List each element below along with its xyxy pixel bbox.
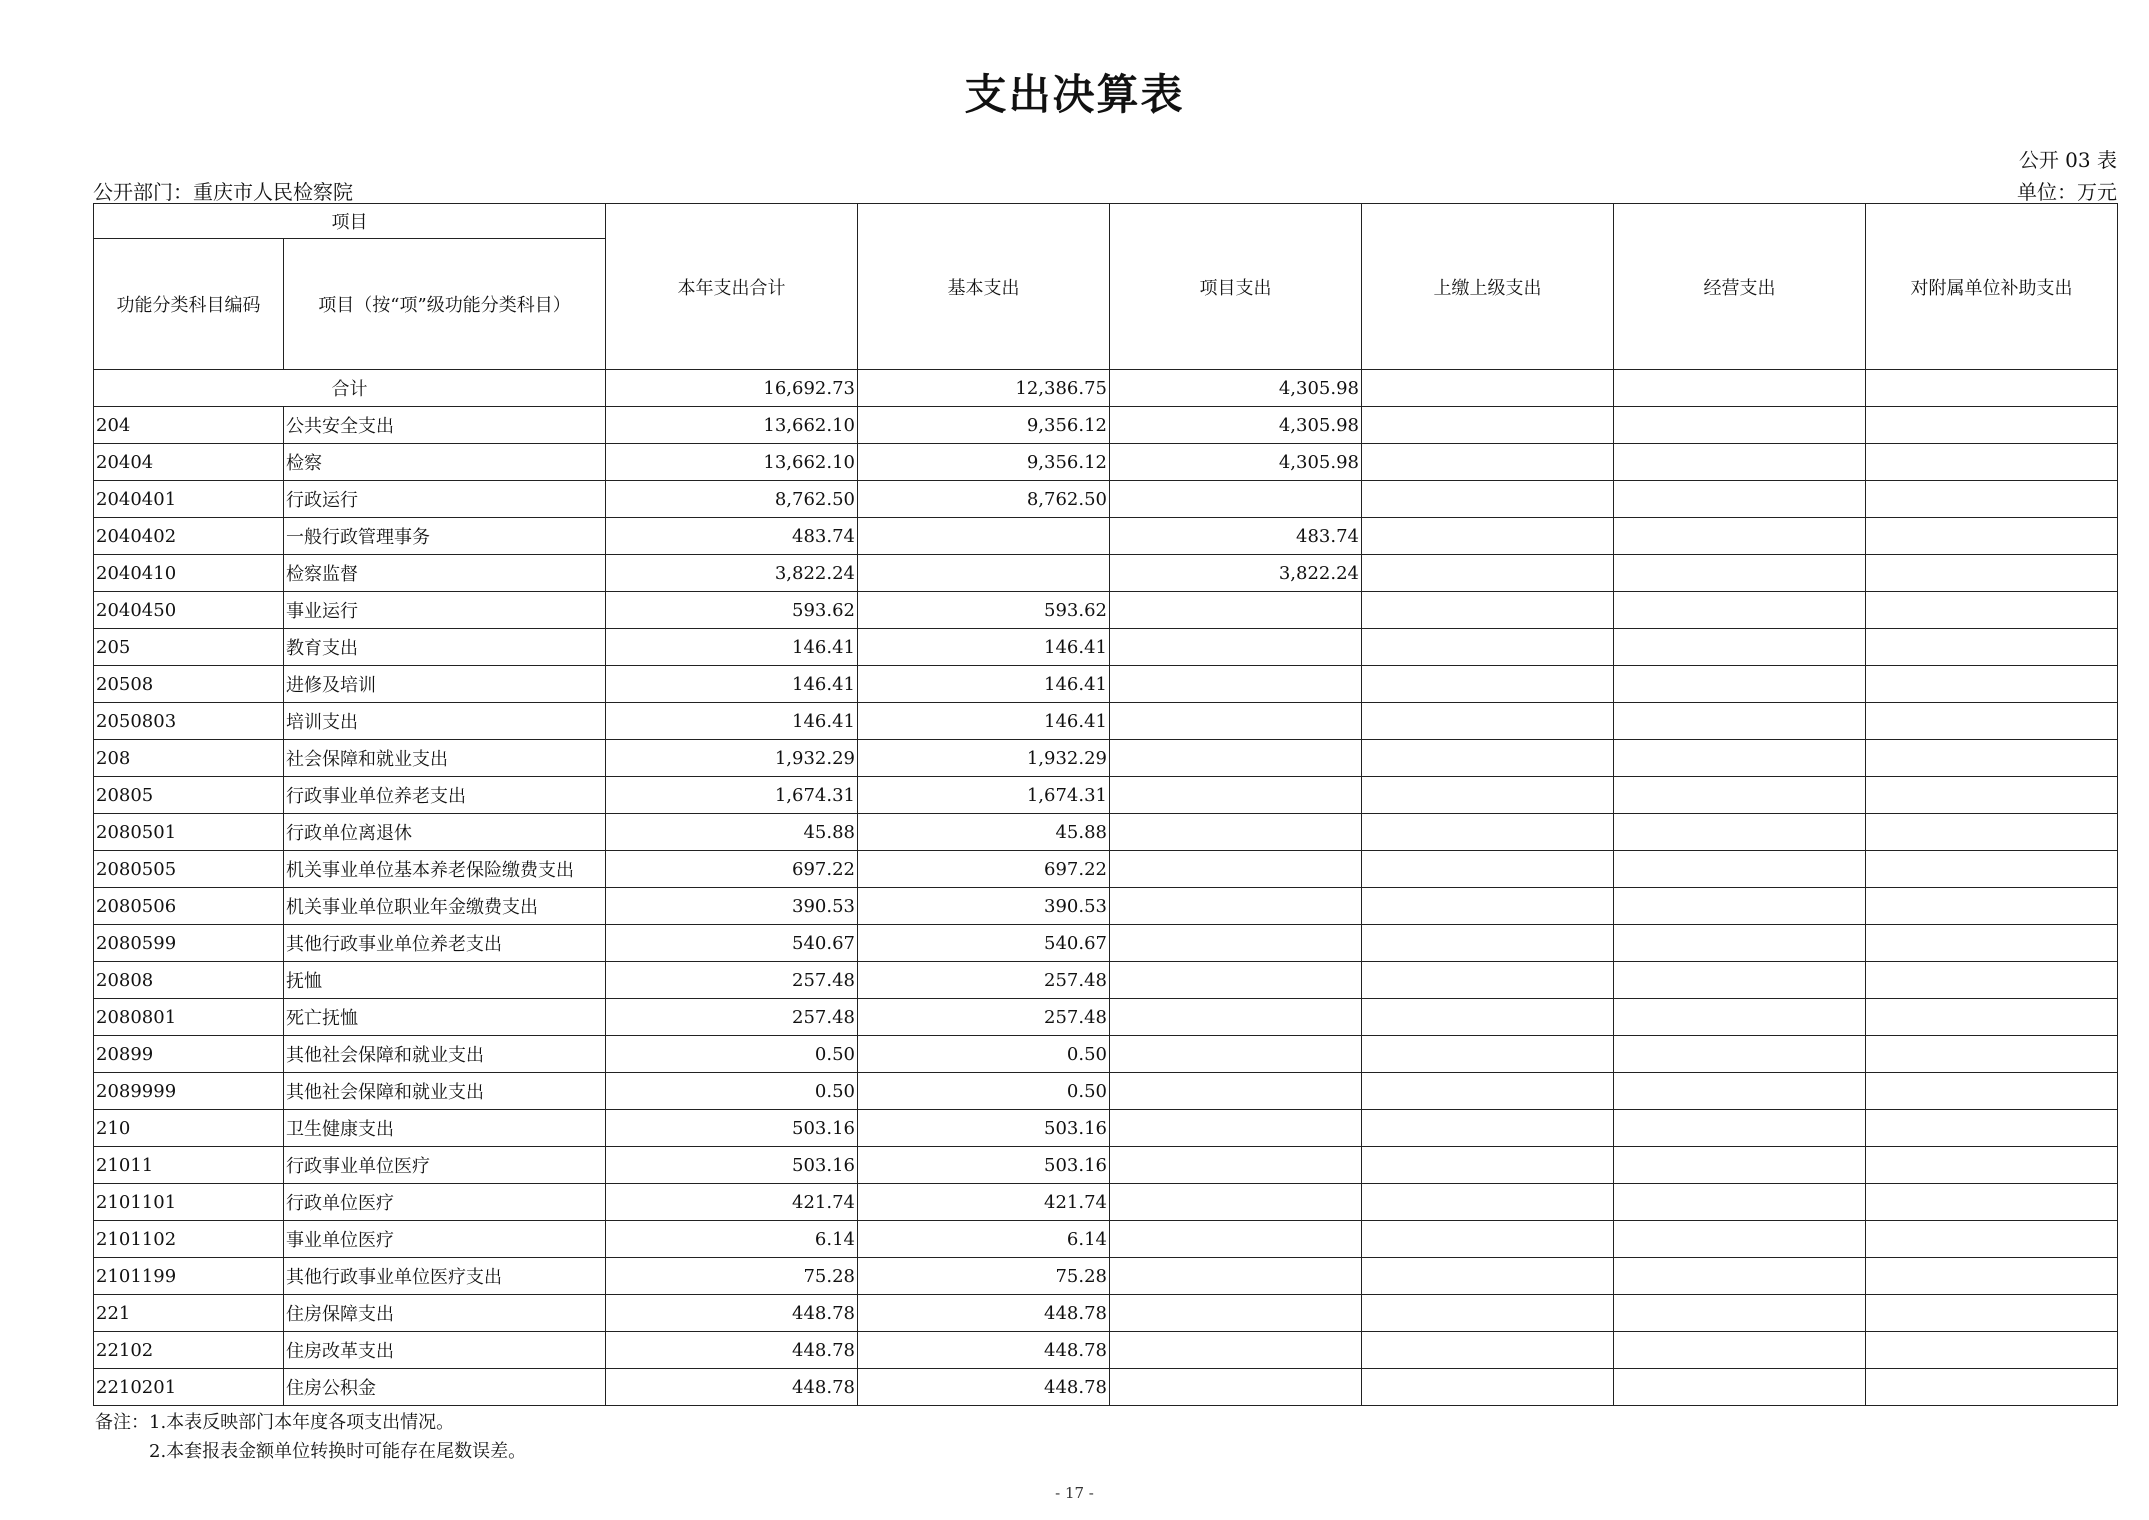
cell-name: 死亡抚恤 — [284, 999, 606, 1036]
cell-project — [1110, 481, 1362, 518]
cell-code: 2040401 — [94, 481, 284, 518]
cell-empty — [1866, 1073, 2118, 1110]
cell-empty — [1866, 925, 2118, 962]
table-row — [94, 851, 2118, 888]
cell-basic: 448.78 — [858, 1332, 1110, 1369]
cell-project — [1110, 1295, 1362, 1332]
cell-empty — [1614, 407, 1866, 444]
cell-basic: 390.53 — [858, 888, 1110, 925]
cell-empty — [1362, 1258, 1614, 1295]
total-row-label: 合计 — [94, 370, 606, 407]
table-row — [94, 1036, 2118, 1073]
total-row-business — [1614, 370, 1866, 407]
cell-code: 204 — [94, 407, 284, 444]
cell-name: 公共安全支出 — [284, 407, 606, 444]
cell-project — [1110, 629, 1362, 666]
cell-code: 221 — [94, 1295, 284, 1332]
cell-project — [1110, 703, 1362, 740]
cell-empty — [1362, 1036, 1614, 1073]
cell-empty — [1362, 1295, 1614, 1332]
total-row-basic: 12,386.75 — [858, 370, 1110, 407]
table-row — [94, 999, 2118, 1036]
cell-basic — [858, 555, 1110, 592]
cell-empty — [1866, 814, 2118, 851]
total-row-project: 4,305.98 — [1110, 370, 1362, 407]
cell-basic: 697.22 — [858, 851, 1110, 888]
cell-empty — [1362, 481, 1614, 518]
table-row — [94, 1110, 2118, 1147]
cell-empty — [1362, 740, 1614, 777]
notes — [95, 1408, 526, 1466]
cell-code: 2040402 — [94, 518, 284, 555]
cell-total: 146.41 — [606, 629, 858, 666]
cell-empty — [1362, 999, 1614, 1036]
cell-name: 卫生健康支出 — [284, 1110, 606, 1147]
cell-total: 13,662.10 — [606, 444, 858, 481]
page-title: 支出决算表 — [964, 70, 1185, 119]
cell-total: 448.78 — [606, 1369, 858, 1406]
cell-total: 448.78 — [606, 1332, 858, 1369]
cell-empty — [1866, 999, 2118, 1036]
cell-name: 其他行政事业单位养老支出 — [284, 925, 606, 962]
header-name: 项目（按“项”级功能分类科目） — [284, 239, 606, 370]
cell-total: 0.50 — [606, 1036, 858, 1073]
table-row — [94, 1332, 2118, 1369]
total-row-superior — [1362, 370, 1614, 407]
cell-empty — [1614, 1036, 1866, 1073]
cell-empty — [1866, 592, 2118, 629]
table-row — [94, 888, 2118, 925]
cell-basic: 503.16 — [858, 1110, 1110, 1147]
cell-empty — [1614, 1332, 1866, 1369]
cell-code: 2089999 — [94, 1073, 284, 1110]
cell-empty — [1614, 518, 1866, 555]
cell-code: 2080801 — [94, 999, 284, 1036]
cell-empty — [1614, 851, 1866, 888]
cell-total: 421.74 — [606, 1184, 858, 1221]
table-row — [94, 1369, 2118, 1406]
cell-name: 教育支出 — [284, 629, 606, 666]
cell-empty — [1614, 444, 1866, 481]
header-subsidy: 对附属单位补助支出 — [1866, 204, 2118, 370]
cell-code: 20404 — [94, 444, 284, 481]
cell-empty — [1614, 629, 1866, 666]
cell-basic: 448.78 — [858, 1369, 1110, 1406]
cell-code: 2101199 — [94, 1258, 284, 1295]
cell-empty — [1362, 1147, 1614, 1184]
cell-project — [1110, 666, 1362, 703]
cell-code: 2040410 — [94, 555, 284, 592]
cell-empty — [1866, 1147, 2118, 1184]
cell-code: 21011 — [94, 1147, 284, 1184]
cell-empty — [1614, 925, 1866, 962]
cell-project — [1110, 888, 1362, 925]
cell-project: 3,822.24 — [1110, 555, 1362, 592]
cell-project — [1110, 1332, 1362, 1369]
cell-basic: 9,356.12 — [858, 407, 1110, 444]
table-row — [94, 555, 2118, 592]
table-row — [94, 1073, 2118, 1110]
cell-name: 进修及培训 — [284, 666, 606, 703]
cell-basic: 6.14 — [858, 1221, 1110, 1258]
cell-total: 146.41 — [606, 666, 858, 703]
cell-empty — [1362, 407, 1614, 444]
cell-total: 75.28 — [606, 1258, 858, 1295]
cell-total: 45.88 — [606, 814, 858, 851]
cell-name: 一般行政管理事务 — [284, 518, 606, 555]
cell-project — [1110, 777, 1362, 814]
cell-empty — [1866, 851, 2118, 888]
cell-name: 住房保障支出 — [284, 1295, 606, 1332]
cell-project — [1110, 1369, 1362, 1406]
table-row — [94, 1221, 2118, 1258]
cell-total: 390.53 — [606, 888, 858, 925]
cell-total: 6.14 — [606, 1221, 858, 1258]
table-row — [94, 962, 2118, 999]
cell-total: 697.22 — [606, 851, 858, 888]
cell-empty — [1866, 703, 2118, 740]
table-row — [94, 518, 2118, 555]
cell-total: 1,674.31 — [606, 777, 858, 814]
cell-empty — [1866, 1221, 2118, 1258]
cell-basic: 257.48 — [858, 999, 1110, 1036]
table-row — [94, 740, 2118, 777]
table-row — [94, 629, 2118, 666]
cell-total: 503.16 — [606, 1147, 858, 1184]
cell-name: 行政单位医疗 — [284, 1184, 606, 1221]
cell-basic: 8,762.50 — [858, 481, 1110, 518]
cell-project: 4,305.98 — [1110, 407, 1362, 444]
cell-empty — [1362, 592, 1614, 629]
department-label: 公开部门： — [93, 180, 193, 204]
table-number: 公开 03 表 — [2018, 148, 2117, 172]
cell-name: 行政单位离退休 — [284, 814, 606, 851]
cell-empty — [1614, 962, 1866, 999]
cell-total: 13,662.10 — [606, 407, 858, 444]
cell-empty — [1362, 1221, 1614, 1258]
cell-code: 2101101 — [94, 1184, 284, 1221]
cell-project — [1110, 1258, 1362, 1295]
cell-basic: 257.48 — [858, 962, 1110, 999]
cell-empty — [1362, 666, 1614, 703]
cell-empty — [1362, 1369, 1614, 1406]
cell-empty — [1866, 1036, 2118, 1073]
cell-name: 事业运行 — [284, 592, 606, 629]
cell-project — [1110, 1221, 1362, 1258]
cell-total: 8,762.50 — [606, 481, 858, 518]
cell-project — [1110, 962, 1362, 999]
header-item-group: 项目 — [94, 204, 606, 239]
cell-empty — [1866, 740, 2118, 777]
header-business: 经营支出 — [1614, 204, 1866, 370]
cell-name: 住房公积金 — [284, 1369, 606, 1406]
cell-project: 4,305.98 — [1110, 444, 1362, 481]
cell-empty — [1614, 814, 1866, 851]
cell-empty — [1362, 1332, 1614, 1369]
cell-empty — [1614, 1147, 1866, 1184]
cell-empty — [1614, 777, 1866, 814]
cell-empty — [1866, 1332, 2118, 1369]
cell-empty — [1362, 518, 1614, 555]
table-row — [94, 1258, 2118, 1295]
department-line — [93, 176, 353, 205]
cell-empty — [1362, 851, 1614, 888]
cell-empty — [1866, 777, 2118, 814]
cell-basic: 45.88 — [858, 814, 1110, 851]
cell-project: 483.74 — [1110, 518, 1362, 555]
cell-empty — [1866, 444, 2118, 481]
page-number: - 17 - — [1055, 1484, 1094, 1502]
cell-basic: 1,932.29 — [858, 740, 1110, 777]
cell-basic: 146.41 — [858, 666, 1110, 703]
cell-basic — [858, 518, 1110, 555]
cell-empty — [1866, 1295, 2118, 1332]
cell-project — [1110, 851, 1362, 888]
table-row — [94, 814, 2118, 851]
cell-code: 20899 — [94, 1036, 284, 1073]
cell-empty — [1614, 666, 1866, 703]
cell-empty — [1614, 1221, 1866, 1258]
cell-project — [1110, 1073, 1362, 1110]
cell-empty — [1362, 444, 1614, 481]
table-row — [94, 592, 2118, 629]
cell-name: 机关事业单位基本养老保险缴费支出 — [284, 851, 606, 888]
cell-total: 0.50 — [606, 1073, 858, 1110]
cell-empty — [1614, 1184, 1866, 1221]
cell-empty — [1614, 740, 1866, 777]
cell-empty — [1614, 592, 1866, 629]
cell-code: 20508 — [94, 666, 284, 703]
cell-project — [1110, 925, 1362, 962]
cell-code: 2080599 — [94, 925, 284, 962]
cell-name: 检察监督 — [284, 555, 606, 592]
cell-code: 20808 — [94, 962, 284, 999]
cell-empty — [1614, 1258, 1866, 1295]
cell-name: 社会保障和就业支出 — [284, 740, 606, 777]
cell-name: 事业单位医疗 — [284, 1221, 606, 1258]
cell-project — [1110, 1147, 1362, 1184]
cell-empty — [1866, 1110, 2118, 1147]
cell-basic: 146.41 — [858, 703, 1110, 740]
cell-empty — [1866, 888, 2118, 925]
cell-empty — [1614, 1073, 1866, 1110]
header-project: 项目支出 — [1110, 204, 1362, 370]
cell-name: 机关事业单位职业年金缴费支出 — [284, 888, 606, 925]
cell-empty — [1866, 1258, 2118, 1295]
cell-project — [1110, 1110, 1362, 1147]
note-1: 备注：1.本表反映部门本年度各项支出情况。 — [95, 1412, 455, 1433]
cell-basic: 0.50 — [858, 1036, 1110, 1073]
table-row — [94, 1147, 2118, 1184]
cell-basic: 0.50 — [858, 1073, 1110, 1110]
cell-empty — [1614, 481, 1866, 518]
cell-name: 行政事业单位养老支出 — [284, 777, 606, 814]
total-row — [94, 370, 2118, 407]
table-row — [94, 666, 2118, 703]
cell-empty — [1614, 888, 1866, 925]
table-row — [94, 1184, 2118, 1221]
cell-project — [1110, 999, 1362, 1036]
cell-empty — [1614, 703, 1866, 740]
cell-project — [1110, 592, 1362, 629]
cell-basic: 421.74 — [858, 1184, 1110, 1221]
cell-empty — [1362, 555, 1614, 592]
cell-name: 住房改革支出 — [284, 1332, 606, 1369]
cell-name: 抚恤 — [284, 962, 606, 999]
table-row — [94, 444, 2118, 481]
cell-total: 593.62 — [606, 592, 858, 629]
cell-empty — [1362, 1184, 1614, 1221]
cell-name: 其他社会保障和就业支出 — [284, 1036, 606, 1073]
table-row — [94, 703, 2118, 740]
cell-code: 2050803 — [94, 703, 284, 740]
cell-basic: 503.16 — [858, 1147, 1110, 1184]
cell-project — [1110, 1184, 1362, 1221]
cell-empty — [1614, 1110, 1866, 1147]
cell-name: 其他社会保障和就业支出 — [284, 1073, 606, 1110]
note-2: 2.本套报表金额单位转换时可能存在尾数误差。 — [149, 1441, 527, 1462]
header-superior: 上缴上级支出 — [1362, 204, 1614, 370]
cell-empty — [1362, 777, 1614, 814]
cell-name: 培训支出 — [284, 703, 606, 740]
header-total: 本年支出合计 — [606, 204, 858, 370]
department-name: 重庆市人民检察院 — [193, 180, 353, 204]
cell-empty — [1362, 925, 1614, 962]
cell-code: 2101102 — [94, 1221, 284, 1258]
cell-empty — [1614, 1295, 1866, 1332]
table-row — [94, 777, 2118, 814]
expenditure-table — [93, 203, 2118, 1406]
cell-basic: 593.62 — [858, 592, 1110, 629]
cell-total: 540.67 — [606, 925, 858, 962]
cell-total: 1,932.29 — [606, 740, 858, 777]
cell-empty — [1614, 1369, 1866, 1406]
cell-basic: 75.28 — [858, 1258, 1110, 1295]
cell-empty — [1362, 1073, 1614, 1110]
cell-code: 2210201 — [94, 1369, 284, 1406]
cell-empty — [1866, 629, 2118, 666]
cell-empty — [1614, 555, 1866, 592]
cell-code: 22102 — [94, 1332, 284, 1369]
cell-project — [1110, 814, 1362, 851]
cell-empty — [1866, 666, 2118, 703]
cell-empty — [1866, 1184, 2118, 1221]
cell-name: 检察 — [284, 444, 606, 481]
cell-code: 2080501 — [94, 814, 284, 851]
cell-empty — [1362, 1110, 1614, 1147]
cell-name: 行政运行 — [284, 481, 606, 518]
cell-basic: 448.78 — [858, 1295, 1110, 1332]
cell-name: 其他行政事业单位医疗支出 — [284, 1258, 606, 1295]
cell-total: 146.41 — [606, 703, 858, 740]
total-row-total: 16,692.73 — [606, 370, 858, 407]
cell-basic: 9,356.12 — [858, 444, 1110, 481]
table-row — [94, 481, 2118, 518]
table-row — [94, 407, 2118, 444]
cell-empty — [1866, 518, 2118, 555]
table-body — [94, 370, 2118, 1406]
cell-total: 257.48 — [606, 962, 858, 999]
cell-code: 205 — [94, 629, 284, 666]
cell-project — [1110, 740, 1362, 777]
header-basic: 基本支出 — [858, 204, 1110, 370]
cell-project — [1110, 1036, 1362, 1073]
unit-label: 单位：万元 — [2017, 180, 2117, 204]
cell-total: 257.48 — [606, 999, 858, 1036]
cell-empty — [1614, 999, 1866, 1036]
cell-total: 3,822.24 — [606, 555, 858, 592]
table-row — [94, 925, 2118, 962]
cell-empty — [1866, 555, 2118, 592]
cell-code: 210 — [94, 1110, 284, 1147]
cell-code: 2040450 — [94, 592, 284, 629]
cell-empty — [1362, 629, 1614, 666]
cell-basic: 540.67 — [858, 925, 1110, 962]
table-row — [94, 1295, 2118, 1332]
total-row-subsidy — [1866, 370, 2118, 407]
cell-code: 208 — [94, 740, 284, 777]
cell-total: 483.74 — [606, 518, 858, 555]
cell-empty — [1866, 1369, 2118, 1406]
cell-code: 2080505 — [94, 851, 284, 888]
cell-empty — [1866, 407, 2118, 444]
cell-basic: 146.41 — [858, 629, 1110, 666]
cell-name: 行政事业单位医疗 — [284, 1147, 606, 1184]
cell-code: 2080506 — [94, 888, 284, 925]
cell-code: 20805 — [94, 777, 284, 814]
cell-empty — [1866, 962, 2118, 999]
cell-total: 448.78 — [606, 1295, 858, 1332]
cell-basic: 1,674.31 — [858, 777, 1110, 814]
cell-empty — [1362, 962, 1614, 999]
cell-total: 503.16 — [606, 1110, 858, 1147]
cell-empty — [1362, 888, 1614, 925]
cell-empty — [1866, 481, 2118, 518]
header-code: 功能分类科目编码 — [94, 239, 284, 370]
cell-empty — [1362, 814, 1614, 851]
cell-empty — [1362, 703, 1614, 740]
